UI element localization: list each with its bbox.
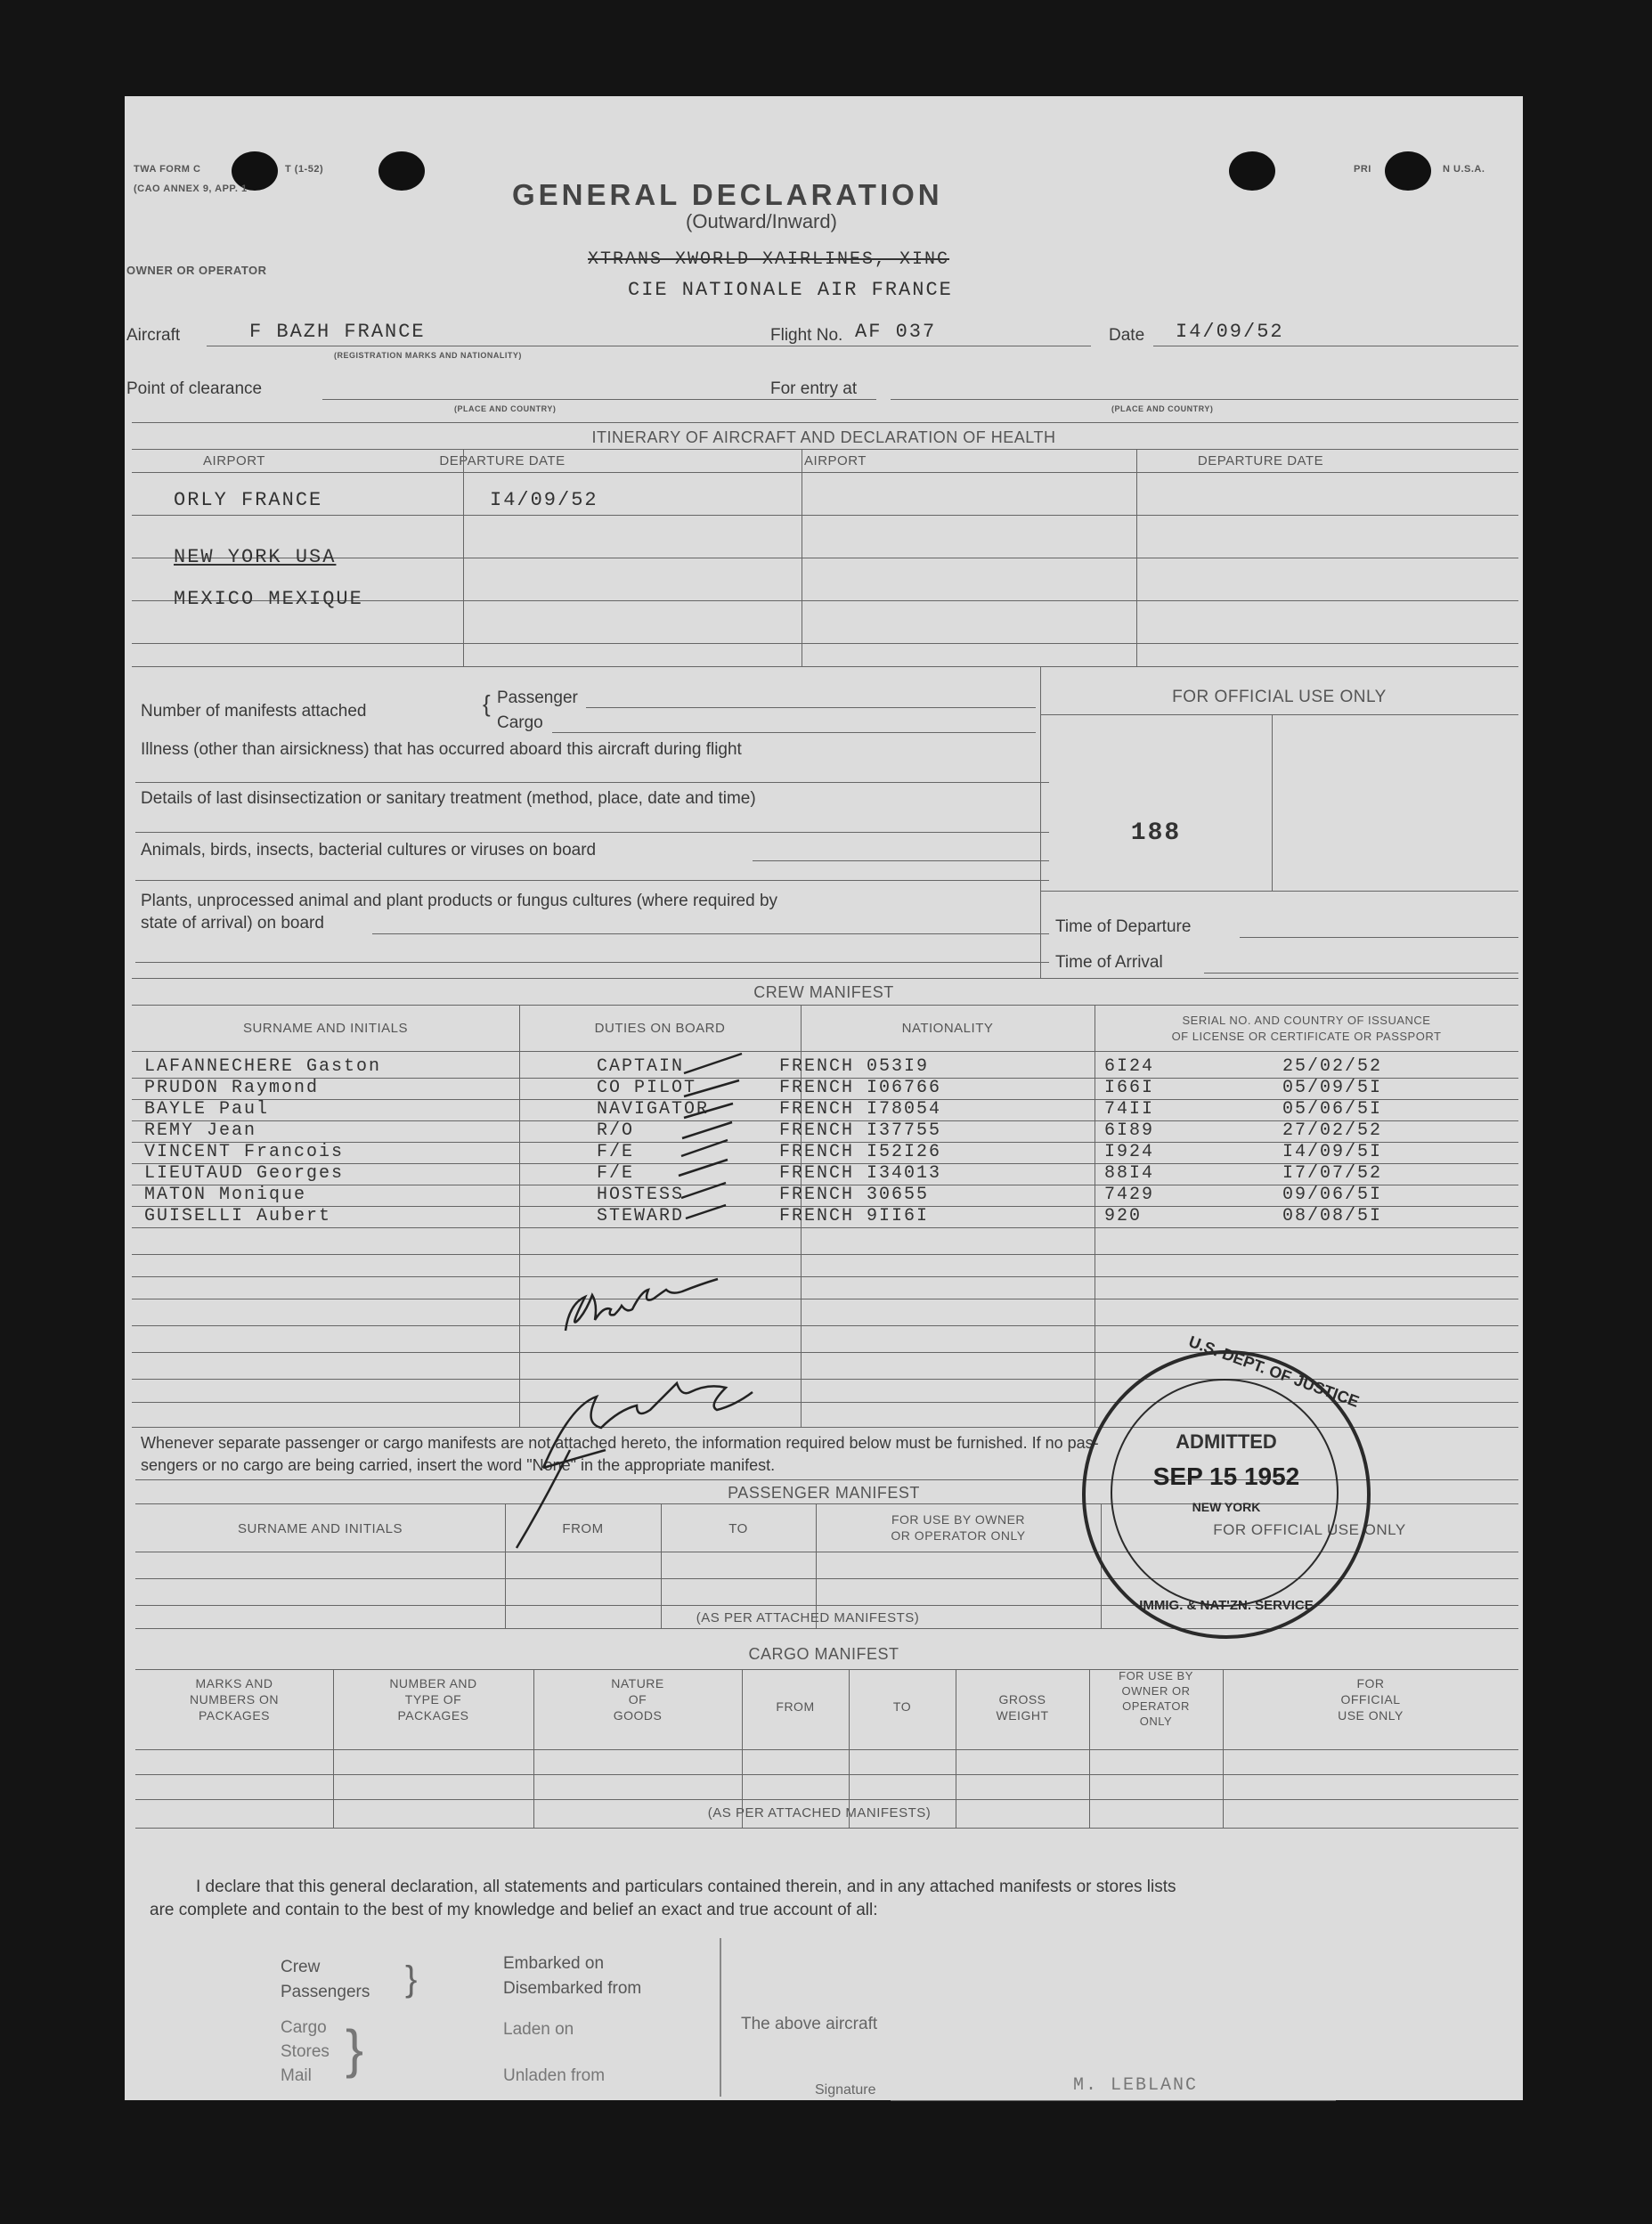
crew-row-serial: I66I (1104, 1078, 1155, 1098)
cargo-label: Cargo (497, 713, 543, 732)
cargo-col-marks-line: PACKAGES (199, 1708, 270, 1723)
cargo-col-owner-line: FOR USE BY (1119, 1669, 1193, 1682)
crew-row-name: LIEUTAUD Georges (144, 1163, 345, 1184)
cargo-col-nature-line: GOODS (613, 1708, 663, 1723)
point-of-clearance-label: Point of clearance (126, 379, 263, 398)
disembarked-option: Disembarked from (503, 1979, 642, 1998)
officer-signature (517, 1383, 753, 1548)
crew-row-name: GUISELLI Aubert (144, 1206, 332, 1226)
declaration-line-2: are complete and contain to the best of my knowledge and belief an exact and true account of all: (150, 1901, 878, 1919)
crew-row-nationality: FRENCH 053I9 (779, 1056, 930, 1077)
crew-row-serial: 6I24 (1104, 1056, 1155, 1077)
crew-row-name: BAYLE Paul (144, 1099, 270, 1120)
unladen-option: Unladen from (503, 2066, 606, 2085)
embarked-option: Embarked on (503, 1954, 605, 1973)
crew-col-duties: DUTIES ON BOARD (594, 1021, 726, 1036)
crew-row-duty: F/E (597, 1142, 635, 1162)
immigration-stamp (1082, 1332, 1371, 1639)
cargo-note: (AS PER ATTACHED MANIFESTS) (707, 1805, 932, 1821)
crew-row-nationality: FRENCH I37755 (779, 1120, 942, 1141)
cargo-col-number-line: NUMBER AND (389, 1676, 477, 1690)
stamp-inner-ring (1111, 1379, 1339, 1607)
crew-row-date: 25/02/52 (1282, 1056, 1383, 1077)
crew-row-date: 08/08/5I (1282, 1206, 1383, 1226)
cargo-manifest-title: CARGO MANIFEST (748, 1645, 899, 1663)
entry-label: For entry at (770, 379, 858, 398)
passengers-option: Passengers (281, 1983, 370, 2001)
notice-line-2: sengers or no cargo are being carried, insert the word "None" in the appropriate manifest. (141, 1456, 776, 1474)
crew-row-serial: 6I89 (1104, 1120, 1155, 1141)
itinerary-col-airport: AIRPORT (203, 453, 265, 468)
flight-value: AF 037 (855, 321, 937, 343)
form-number-suffix: T (1-52) (285, 164, 324, 175)
itinerary-row-airport: ORLY FRANCE (174, 489, 323, 511)
passenger-col-from: FROM (562, 1521, 604, 1536)
crew-row-duty: NAVIGATOR (597, 1099, 710, 1120)
passenger-label: Passenger (497, 688, 578, 707)
handwriting-overlay (125, 96, 1523, 2100)
itinerary-row-airport: MEXICO MEXIQUE (174, 588, 363, 610)
aircraft-value: F BAZH FRANCE (249, 321, 426, 343)
crew-signature (566, 1279, 718, 1331)
crew-col-nationality: NATIONALITY (901, 1021, 994, 1036)
cargo-col-nature-line: OF (628, 1692, 647, 1707)
itinerary-col-airport-2: AIRPORT (804, 453, 867, 468)
cargo-col-marks-line: MARKS AND (195, 1676, 273, 1690)
crew-row-duty: R/O (597, 1120, 635, 1141)
crew-row-name: REMY Jean (144, 1120, 257, 1141)
cargo-col-owner-line: OPERATOR (1122, 1699, 1190, 1713)
declaration-form (125, 96, 1523, 2100)
passenger-col-owner-line-1: FOR USE BY OWNER (891, 1512, 1026, 1527)
date-value: I4/09/52 (1176, 321, 1284, 343)
cargo-col-official-line: USE ONLY (1338, 1708, 1404, 1723)
manifests-label: Number of manifests attached (141, 702, 367, 721)
aircraft-label: Aircraft (126, 326, 181, 345)
crew-row-duty: HOSTESS (597, 1185, 685, 1205)
crew-row-nationality: FRENCH I06766 (779, 1078, 942, 1098)
crew-row-serial: 74II (1104, 1099, 1155, 1120)
crew-row-date: 05/06/5I (1282, 1099, 1383, 1120)
stamp-date: SEP 15 1952 (1152, 1462, 1300, 1490)
handwritten-checkmarks (679, 1054, 742, 1218)
date-label: Date (1109, 326, 1145, 345)
form-subtitle: (Outward/Inward) (686, 210, 837, 232)
cargo-col-from: FROM (776, 1699, 815, 1714)
cargo-col-gross-line: GROSS (998, 1692, 1046, 1707)
crew-row-serial: I924 (1104, 1142, 1155, 1162)
crew-row-name: MATON Monique (144, 1185, 307, 1205)
passenger-manifest-title: PASSENGER MANIFEST (728, 1484, 920, 1502)
passenger-col-official: FOR OFFICIAL USE ONLY (1213, 1521, 1406, 1538)
printed-in: PRI (1354, 164, 1371, 175)
itinerary-row-date: I4/09/52 (490, 489, 598, 511)
crew-row-nationality: FRENCH 30655 (779, 1185, 930, 1205)
time-of-departure-label: Time of Departure (1055, 917, 1192, 936)
crew-row-serial: 7429 (1104, 1185, 1155, 1205)
stamp-bottom-text: IMMIG. & NAT'ZN. SERVICE (1139, 1598, 1314, 1613)
clearance-sublabel: (PLACE AND COUNTRY) (454, 404, 557, 413)
crew-col-serial-line-2: OF LICENSE OR CERTIFICATE OR PASSPORT (1171, 1030, 1442, 1043)
crew-row-duty: CO PILOT (597, 1078, 697, 1098)
form-number: TWA FORM C (134, 164, 201, 175)
entry-sublabel: (PLACE AND COUNTRY) (1111, 404, 1214, 413)
cargo-option: Cargo (281, 2018, 327, 2037)
cargo-col-official-line: OFFICIAL (1340, 1692, 1401, 1707)
owner-struck-value: XTRANS XWORLD XAIRLINES, XINC (588, 249, 950, 270)
crew-manifest-title: CREW MANIFEST (753, 983, 894, 1001)
signature-label: Signature (815, 2082, 876, 2098)
crew-row-date: I4/09/5I (1282, 1142, 1383, 1162)
crew-row-date: 05/09/5I (1282, 1078, 1383, 1098)
cargo-col-marks-line: NUMBERS ON (190, 1692, 279, 1707)
crew-row-date: I7/07/52 (1282, 1163, 1383, 1184)
crew-row-nationality: FRENCH I34013 (779, 1163, 942, 1184)
mail-option: Mail (281, 2066, 312, 2085)
owner-label: OWNER OR OPERATOR (126, 264, 267, 277)
itinerary-row-airport: NEW YORK USA (174, 546, 337, 568)
crew-row-name: VINCENT Francois (144, 1142, 345, 1162)
signature-value: M. LEBLANC (1073, 2075, 1199, 2096)
cargo-col-nature-line: NATURE (611, 1676, 664, 1690)
printed-in-suffix: N U.S.A. (1443, 164, 1485, 175)
crew-row-duty: STEWARD (597, 1206, 685, 1226)
stamp-top-text: U.S. DEPT. OF JUSTICE (1186, 1332, 1362, 1411)
above-aircraft-label: The above aircraft (741, 2015, 878, 2033)
crew-row-serial: 920 (1104, 1206, 1143, 1226)
stamp-city: NEW YORK (1192, 1500, 1261, 1514)
passenger-note: (AS PER ATTACHED MANIFESTS) (696, 1610, 920, 1625)
laden-option: Laden on (503, 2020, 574, 2039)
plants-label-line-1: Plants, unprocessed animal and plant products or fungus cultures (where required by (141, 892, 778, 910)
crew-col-name: SURNAME AND INITIALS (242, 1021, 409, 1036)
owner-value: CIE NATIONALE AIR FRANCE (628, 279, 953, 301)
crew-row-name: PRUDON Raymond (144, 1078, 320, 1098)
aircraft-sublabel: (REGISTRATION MARKS AND NATIONALITY) (334, 351, 522, 360)
crew-row-nationality: FRENCH 9II6I (779, 1206, 930, 1226)
illness-label: Illness (other than airsickness) that has occurred aboard this aircraft during flight (141, 740, 742, 759)
cargo-col-number-line: PACKAGES (397, 1708, 469, 1723)
crew-row-nationality: FRENCH I78054 (779, 1099, 942, 1120)
crew-row-name: LAFANNECHERE Gaston (144, 1056, 382, 1077)
official-use-title: FOR OFFICIAL USE ONLY (1172, 688, 1387, 706)
crew-row-serial: 88I4 (1104, 1163, 1155, 1184)
plants-label-line-2: state of arrival) on board (141, 914, 324, 933)
passenger-col-owner-line-2: OR OPERATOR ONLY (891, 1528, 1026, 1543)
passenger-col-name: SURNAME AND INITIALS (237, 1521, 403, 1536)
crew-col-serial-line-1: SERIAL NO. AND COUNTRY OF ISSUANCE (1182, 1014, 1431, 1027)
cargo-col-to: TO (892, 1699, 912, 1714)
crew-row-nationality: FRENCH I52I26 (779, 1142, 942, 1162)
icao-reference: (CAO ANNEX 9, APP. 1 (134, 183, 248, 194)
itinerary-col-departure: DEPARTURE DATE (439, 453, 566, 468)
cargo-col-gross-line: WEIGHT (996, 1708, 1049, 1723)
cargo-col-owner-line: OWNER OR (1121, 1684, 1191, 1698)
official-number: 188 (1130, 819, 1182, 847)
flight-label: Flight No. (770, 326, 843, 345)
crew-row-duty: CAPTAIN (597, 1056, 685, 1077)
cargo-col-owner-line: ONLY (1139, 1715, 1173, 1728)
disinsection-label: Details of last disinsectization or sanitary treatment (method, place, date and time) (141, 789, 756, 808)
time-of-arrival-label: Time of Arrival (1055, 953, 1163, 972)
itinerary-col-departure-2: DEPARTURE DATE (1197, 453, 1324, 468)
passenger-col-to: TO (728, 1521, 748, 1536)
stores-option: Stores (281, 2042, 330, 2061)
cargo-col-official-line: FOR (1356, 1676, 1385, 1690)
crew-option: Crew (281, 1958, 321, 1976)
stamp-admitted: ADMITTED (1176, 1430, 1277, 1453)
crew-row-duty: F/E (597, 1163, 635, 1184)
brace-icon: { (483, 690, 491, 717)
animals-label: Animals, birds, insects, bacterial cultures or viruses on board (141, 841, 597, 859)
form-title: GENERAL DECLARATION (512, 178, 943, 211)
crew-row-date: 27/02/52 (1282, 1120, 1383, 1141)
declaration-line-1: I declare that this general declaration, all statements and particulars contained therein, and in any attached manifests or stores lists (196, 1878, 1176, 1896)
itinerary-title: ITINERARY OF AIRCRAFT AND DECLARATION OF HEALTH (591, 428, 1056, 446)
brace-icon: } (346, 2019, 364, 2079)
cargo-col-number-line: TYPE OF (404, 1692, 462, 1707)
notice-line-1: Whenever separate passenger or cargo manifests are not attached hereto, the information required below must be furnished. If no pas- (141, 1434, 1099, 1452)
brace-icon: } (405, 1959, 418, 1999)
crew-row-date: 09/06/5I (1282, 1185, 1383, 1205)
